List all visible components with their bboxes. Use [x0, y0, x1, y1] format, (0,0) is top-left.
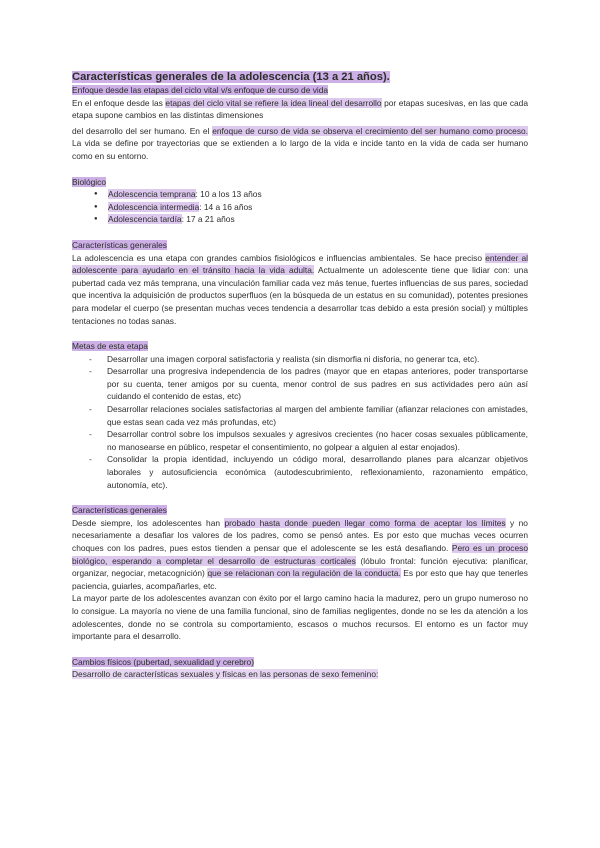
cambios-heading: Cambios físicos (pubertad, sexualidad y cerebro) [72, 656, 255, 667]
section-subtitle: Enfoque desde las etapas del ciclo vital v/s enfoque de curso de vida [72, 85, 329, 95]
list-item: - Desarrollar una progresiva independencia de los padres (mayor que en etapas anteriores, poder transportarse por su cuenta, tener amigos por su cuenta, menor control de sus padres en sus actividades pero aún así cuidando el contenido de estas, etc) [89, 365, 528, 403]
list-item: - Consolidar la propia identidad, incluyendo un código moral, desarrollando planes para alcanzar objetivos laborales y autosuficiencia económica (autodescubrimiento, reflexionamiento, razonamiento empático, autonomía, etc). [89, 453, 528, 491]
biologico-list [72, 188, 528, 226]
caracteristicas-paragraph-1: La adolescencia es una etapa con grandes cambios fisiológicos e influencias ambientales. Se hace preciso entender al adolescente para ayudarlo en el tránsito hacia la vida adulta. Actualmente un adolescente tiene que lidiar con: una pubertad cada vez más temprana, una vinculación familiar cada vez más tenue, fuertes influencias de sus pares, sociedad que incentiva la adquisición de productos superfluos (en la búsqueda de un estatus en su comunidad), potentes presiones para modelar el cuerpo (se presentan muchas veces tendencia a desarrollar tcas debido a esta presión social) y múltiples tentaciones no todas sanas. [72, 252, 528, 326]
biologico-heading: Biológico [72, 176, 106, 187]
list-item: - Desarrollar control sobre los impulsos sexuales y agresivos crecientes (no hacer cosas sexuales públicamente, no manosearse en público, respetar el consentimiento, no golpear a alguien al estar enojados). [89, 428, 528, 453]
caracteristicas-paragraph-2: Desde siempre, los adolescentes han probado hasta donde pueden llegar como forma de aceptar los límites y no necesariamente a desafiar los valores de los padres, como se pensó antes. Es por esto que muchas veces ocurren choques con los padres, pues estos tienden a pensar que el adolescente se les está desafiando. Pero es un proceso biológico, esperando a completar el desarrollo de estructuras corticales (lóbulo frontal: función ejecutiva: planificar, organizar, negociar, metacognición) que se relacionan con la regulación de la conducta. Es por esto que hay que tenerles paciencia, guiarles, acompañarles, etc. [72, 517, 528, 591]
list-item: ● Adolescencia temprana: 10 a los 13 años [94, 188, 528, 201]
document-page [72, 70, 528, 681]
caracteristicas-heading-2: Características generales [72, 505, 167, 516]
list-item: - Desarrollar una imagen corporal satisfactoria y realista (sin dismorfia ni disforia, no generar tca, etc). [89, 353, 528, 366]
list-item: ● Adolescencia tardía: 17 a 21 años [94, 213, 528, 226]
list-item: - Desarrollar relaciones sociales satisfactorias al margen del ambiente familiar (afianzar relaciones con amistades, que estas sean cada vez más profundas, etc) [89, 403, 528, 428]
list-item: ● Adolescencia intermedia: 14 a 16 años [94, 201, 528, 214]
intro-paragraph-2: del desarrollo del ser humano. En el enfoque de curso de vida se observa el crecimiento del ser humano como proceso. La vida se define por trayectorias que se extienden a lo largo de la vida e incide tanto en la vida de cada ser humano como en su entorno. [72, 125, 528, 161]
intro-paragraph-1: En el enfoque desde las etapas del ciclo vital se refiere la idea lineal del desarrollo por etapas sucesivas, en las que cada etapa supone cambios en las distintas dimensiones [72, 97, 528, 121]
document-title: Características generales de la adolescencia (13 a 21 años). [72, 71, 390, 83]
metas-list [72, 353, 528, 492]
cambios-subheading: Desarrollo de características sexuales y físicas en las personas de sexo femenino: [72, 669, 379, 680]
caracteristicas-heading-1: Características generales [72, 239, 167, 250]
metas-heading: Metas de esta etapa [72, 341, 148, 352]
caracteristicas-paragraph-3: La mayor parte de los adolescentes avanzan con éxito por el largo camino hacia la madurez, pero un grupo numeroso no lo consigue. La mayoría no viene de una familia funcional, sino de familias negligentes, donde no se les da atención a los adolescentes, donde no se controla su comportamiento, escasos o muchos recursos. El entorno es un factor muy importante para el desarrollo. [72, 593, 528, 642]
